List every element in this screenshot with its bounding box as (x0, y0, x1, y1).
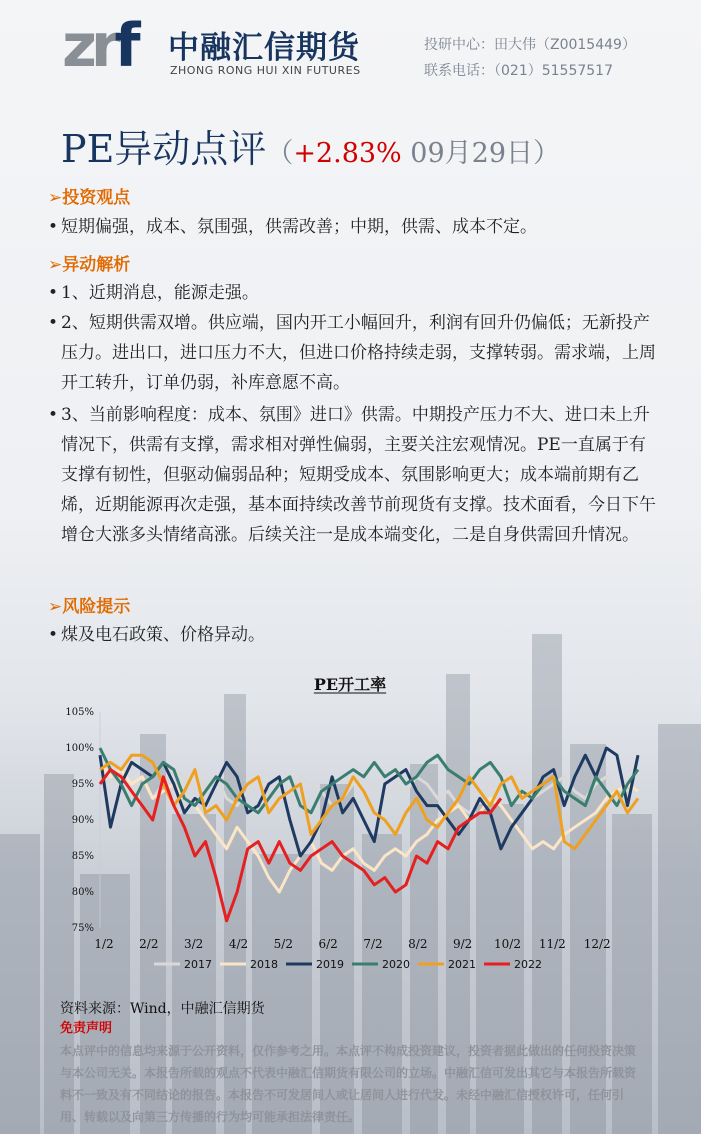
section-title-risk: ➢风险提示 (48, 597, 131, 617)
view-item: • 短期偏强，成本、氛围强，供需改善；中期，供需、成本不定。 (48, 212, 660, 242)
section-title-analysis: ➢异动解析 (48, 255, 131, 275)
data-source: 资料来源：Wind，中融汇信期货 (60, 1001, 265, 1017)
risk-item: • 煤及电石政策、价格异动。 (48, 620, 660, 650)
bullet: • (48, 313, 59, 333)
x-tick-label: 4/2 (228, 937, 249, 951)
y-tick-label: 90% (71, 815, 94, 826)
bullet: • (48, 217, 59, 237)
legend-label-2018: 2018 (250, 958, 278, 971)
analysis-item-2: • 2、短期供需双增。供应端，国内开工小幅回升，利润有回升仍偏低；无新投产压力。进出口，进口压力不大，但进口价格持续走弱，支撑转弱。需求端，上周开工转升，订单仍弱，补库意愿不高。 (48, 308, 660, 398)
x-tick-label: 2/2 (139, 937, 159, 951)
company-name-cn: 中融汇信期货 (168, 30, 360, 66)
price-change: +2.83% (293, 138, 402, 169)
y-tick-label: 100% (65, 743, 94, 754)
page-title (61, 118, 560, 173)
pe-operating-rate-chart (48, 672, 658, 982)
x-tick-label: 6/2 (318, 937, 338, 951)
legend-label-2017: 2017 (184, 958, 212, 971)
disclaimer-title: 免责声明 (60, 1021, 113, 1036)
x-tick-label: 8/2 (408, 937, 428, 951)
analysis-item-1: • 1、近期消息，能源走强。 (48, 278, 660, 308)
legend-label-2019: 2019 (316, 958, 344, 971)
legend-label-2020: 2020 (382, 958, 410, 971)
section-title-view: ➢投资观点 (48, 188, 131, 208)
x-tick-label: 1/2 (94, 937, 114, 951)
title-date: 09月29日 (401, 138, 534, 169)
series-line-2022 (100, 770, 501, 921)
x-tick-label: 5/2 (273, 937, 293, 951)
title-open-paren: （ (266, 138, 294, 169)
x-tick-label: 3/2 (184, 937, 204, 951)
y-tick-label: 75% (71, 923, 94, 934)
title-close-paren: ） (533, 138, 561, 169)
x-tick-label: 11/2 (538, 937, 566, 951)
company-name-en: ZHONG RONG HUI XIN FUTURES (170, 64, 361, 77)
analysis-item-3: • 3、当前影响程度：成本、氛围》进口》供需。中期投产压力不大、进口未上升情况下，供需有支撑，需求相对弹性偏弱，主要关注宏观情况。PE一直属于有支撑有韧性，但驱动偏弱品种；短期受成本、氛围影响更大；成本端前期有乙烯，近期能源再次走强，基本面持续改善节前现货有支撑。技术面看，今日下午增仓大涨多头情绪高涨。后续关注一是成本端变化，二是自身供需回升情况。 (48, 400, 660, 550)
y-tick-label: 80% (71, 887, 94, 898)
bullet: • (48, 283, 59, 303)
analyst-contact: 投研中心：田大伟（Z0015449） (424, 37, 636, 53)
y-tick-label: 95% (71, 779, 94, 790)
x-tick-label: 9/2 (453, 937, 473, 951)
x-tick-label: 10/2 (494, 937, 521, 951)
y-tick-label: 85% (71, 851, 94, 862)
chart-svg (48, 672, 658, 982)
chart-title: PE开工率 (313, 675, 387, 694)
legend-label-2021: 2021 (448, 958, 476, 971)
company-logo-mark: zrf (62, 11, 135, 81)
x-tick-label: 12/2 (583, 937, 611, 951)
x-tick-label: 7/2 (363, 937, 383, 951)
legend-label-2022: 2022 (514, 958, 542, 971)
title-main: PE异动点评 (61, 127, 267, 171)
bullet: • (48, 405, 59, 425)
bullet: • (48, 625, 59, 645)
report-header (0, 0, 701, 100)
y-tick-label: 105% (65, 707, 94, 718)
disclaimer-text: 本点评中的信息均来源于公开资料，仅作参考之用。本点评不构成投资建议，投资者据此做出的任何投资决策与本公司无关。本报告所载的观点不代表中融汇信期货有限公司的立场。中融汇信可发出其它与本报告所载资料不一致及有不同结论的报告。本报告不可发居间人或让居间人进行代发。未经中融汇信授权许可，任何引用、转载以及向第三方传播的行为均可能承担法律责任。 (60, 1044, 637, 1124)
phone-contact: 联系电话：（021）51557517 (424, 63, 613, 79)
